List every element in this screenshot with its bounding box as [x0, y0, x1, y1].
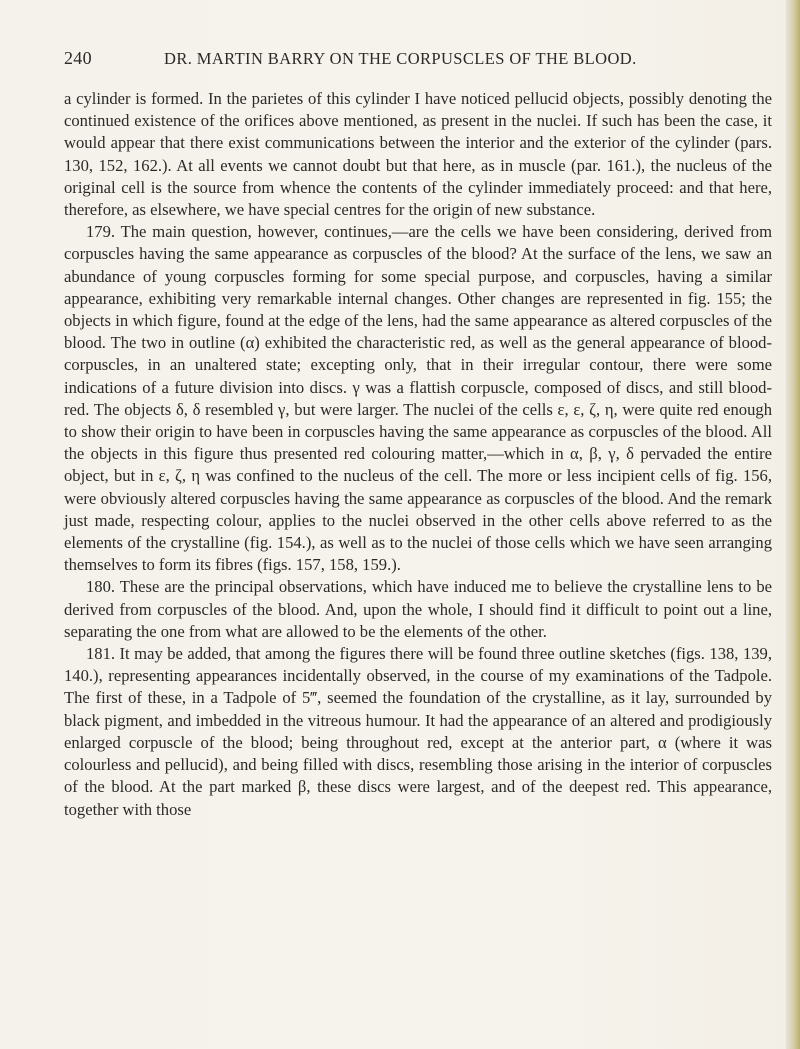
running-head: DR. MARTIN BARRY ON THE CORPUSCLES OF THE BLOOD. — [164, 49, 637, 68]
paragraph-181: 181. It may be added, that among the figures there will be found three outline sketches (figs. 138, 139, 140.), representing appearances incidentally observed, in the course of my examinations of the Tadpole. The first of these, in a Tadpole of 5‴, seemed the foundation of the crystalline, as it lay, surrounded by black pigment, and imbedded in the vitreous humour. It had the appearance of an altered and prodigiously enlarged corpuscle of the blood; being throughout red, except at the anterior part, α (where it was colourless and pellucid), and being filled with discs, resembling those arising in the interior of corpuscles of the blood. At the part marked β, these discs were largest, and of the deepest red. This appearance, together with those — [64, 644, 772, 819]
page-header — [64, 48, 764, 72]
page-number: 240 — [64, 48, 92, 68]
body-text — [64, 88, 772, 821]
page-edge — [786, 0, 800, 1049]
paragraph-continuation: a cylinder is formed. In the parietes of this cylinder I have noticed pellucid objects, possibly denoting the continued existence of the orifices above mentioned, as present in the nuclei. If such has been the case, it would appear that there exist communications between the interior and the exterior of the cylinder (pars. 130, 152, 162.). At all events we cannot doubt but that here, as in muscle (par. 161.), the nucleus of the original cell is the source from whence the contents of the cylinder immediately proceed: and that here, therefore, as elsewhere, we have special centres for the origin of new substance. — [64, 89, 772, 220]
paragraph-180: 180. These are the principal observations, which have induced me to believe the crystalline lens to be derived from corpuscles of the blood. And, upon the whole, I should find it difficult to point out a line, separating the one from what are allowed to be the elements of the other. — [64, 577, 772, 641]
paragraph-179: 179. The main question, however, continues,—are the cells we have been considering, derived from corpuscles having the same appearance as corpuscles of the blood? At the surface of the lens, we saw an abundance of young corpuscles forming for some special purpose, and corpuscles, having a similar appearance, exhibiting very remarkable internal changes. Other changes are represented in fig. 155; the objects in which figure, found at the edge of the lens, had the same appearance as altered corpuscles of the blood. The two in outline (α) exhibited the characteristic red, as well as the general appearance of blood-corpuscles, in an unaltered state; excepting only, that in their irregular contour, there were some indications of a future division into discs. γ was a flattish corpuscle, composed of discs, and still blood-red. The objects δ, δ resembled γ, but were larger. The nuclei of the cells ε, ε, ζ, η, were quite red enough to show their origin to have been in corpuscles having the same appearance as corpuscles of the blood. All the objects in this figure thus presented red colouring matter,—which in α, β, γ, δ pervaded the entire object, but in ε, ζ, η was confined to the nucleus of the cell. The more or less incipient cells of fig. 156, were obviously altered corpuscles having the same appearance as corpuscles of the blood. And the remark just made, respecting colour, applies to the nuclei observed in the other cells above referred to as the elements of the crystalline (fig. 154.), as well as to the nuclei of those cells which we have seen arranging themselves to form its fibres (figs. 157, 158, 159.). — [64, 222, 772, 575]
